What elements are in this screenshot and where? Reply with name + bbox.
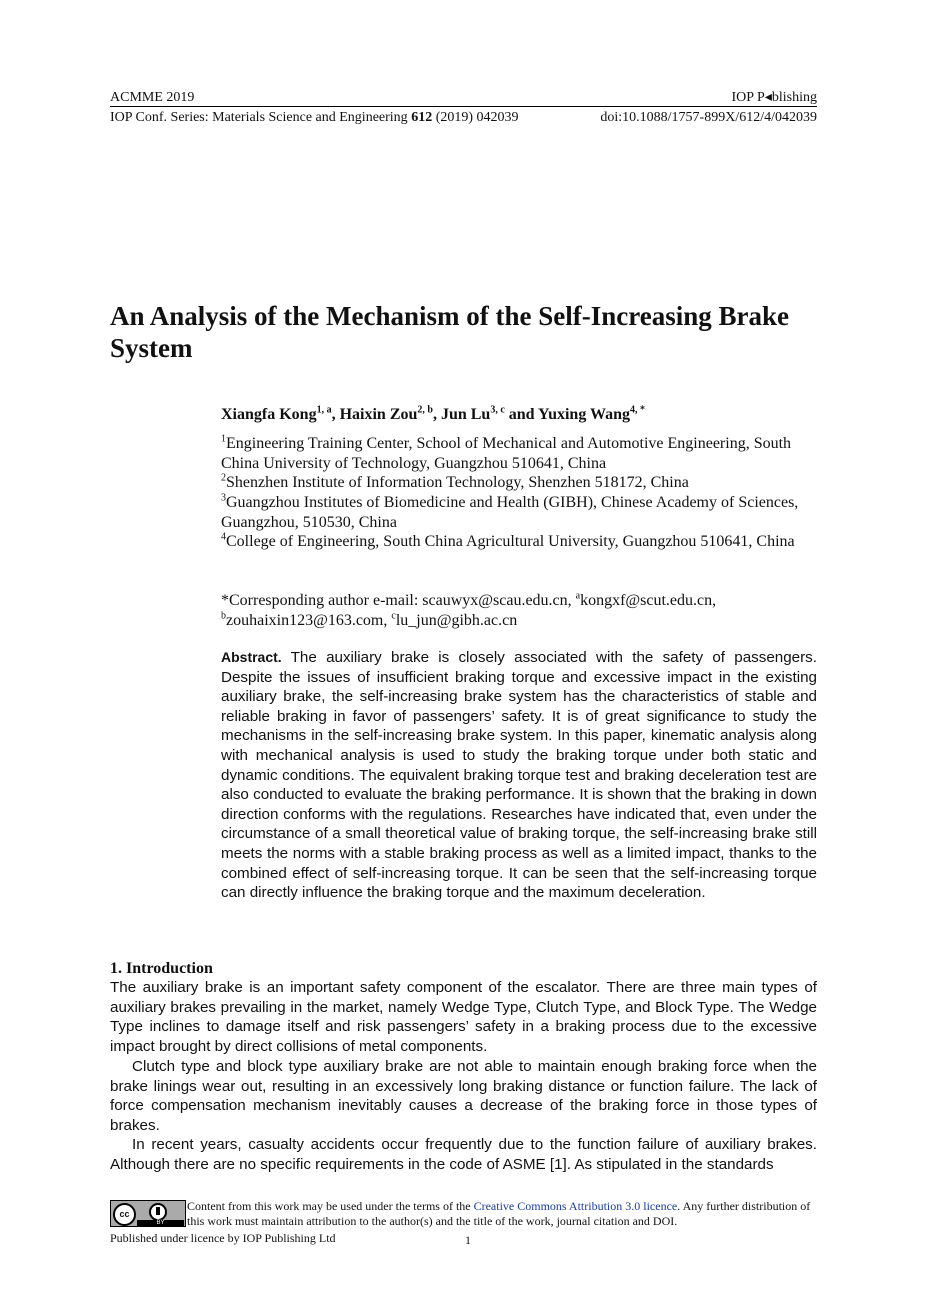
paragraph: The auxiliary brake is an important safety component of the escalator. There are three main types of auxiliary brakes prevailing in the market, namely Wedge Type, Clutch Type, and Block Type. The Wedge Type inclines to damage itself and risk passengers’ safety in a braking process due to the excessive impact brought by direct collisions of metal components. — [110, 979, 817, 1055]
section-heading: 1. Introduction — [110, 960, 213, 977]
cc-icon: cc — [113, 1203, 136, 1226]
year-issue: (2019) 042039 — [435, 110, 519, 125]
author: Yuxing Wang$^{4, *}$ — [537, 404, 646, 423]
by-label: BY — [137, 1220, 184, 1226]
affiliation: $^1$Engineering Training Center, School of Mechanical and Automotive Engineering, South China University of Technology, Guangzhou 510641, China — [221, 433, 792, 472]
abstract-text: The auxiliary brake is closely associated with the safety of passengers. Despite the issues of insufficient braking torque and excessive impact in the existing auxiliary brake, the self-increasing brake system has the characteristics of stable and reliable braking in favor of passengers’ safety. It is of great significance to study the mechanisms in the self-increasing brake system. In this paper, kinematic analysis along with mechanical analysis is used to study the braking torque under both static and dynamic conditions. The equivalent braking torque test and braking deceleration test are also conducted to evaluate the braking performance. It is shown that the braking in down direction conforms with the regulations. Researches have indicated that, even under the circumstance of a small theoretical value of braking torque, the self-increasing brake still meets the norms with a stable braking process as well as a limited impact, thanks to the combined effect of self-increasing torque. It can be seen that the self-increasing torque can directly influence the braking torque and the maximum deceleration. — [221, 649, 817, 902]
affiliation: $^4$College of Engineering, South China Agricultural University, Guangzhou 510641, China — [221, 531, 795, 550]
attribution-icon — [149, 1203, 167, 1221]
license-text: Content from this work may be used under the terms of the Creative Commons Attribution 3.0 licence. Any further distribution of this work must maintain attribution to the author(s) and the title of the work, journal citation and DOI. — [187, 1199, 811, 1228]
conference-name: ACMME 2019 — [110, 90, 195, 105]
published-notice: Published under licence by IOP Publishing Ltd — [110, 1231, 336, 1245]
citation-line — [110, 110, 817, 126]
author-list — [221, 406, 645, 424]
abstract — [221, 648, 817, 903]
paragraph: In recent years, casualty accidents occur frequently due to the function failure of auxiliary brakes. Although there are no specific requirements in the code of ASME [1]. As stipulated in the standards — [110, 1136, 817, 1173]
affiliation: $^2$Shenzhen Institute of Information Technology, Shenzhen 518172, China — [221, 472, 689, 491]
author: Jun Lu$^{3, c}$ and — [440, 404, 538, 423]
doi: doi:10.1088/1757-899X/612/4/042039 — [600, 110, 817, 125]
volume-number: 612 — [411, 110, 433, 125]
page-number: 1 — [465, 1233, 471, 1247]
author: Xiangfa Kong$^{1, a}$, — [221, 404, 340, 423]
running-header — [110, 89, 817, 107]
abstract-label: Abstract. — [221, 649, 282, 665]
author: Haixin Zou$^{2, b}$, — [339, 404, 441, 423]
affiliation: $^3$Guangzhou Institutes of Biomedicine and Health (GIBH), Chinese Academy of Sciences, Guangzhou, 510530, China — [221, 492, 799, 531]
publisher-name: IOP P◂blishing — [731, 90, 817, 105]
paper-title: An Analysis of the Mechanism of the Self-Increasing Brake System — [110, 301, 789, 363]
cc-by-license-icon — [110, 1200, 186, 1227]
corresponding-author: *Corresponding author e-mail: scauwyx@scau.edu.cn, $^a$kongxf@scut.edu.cn, $^b$zouhaixin123@163.com, $^c$lu_jun@gibh.ac.cn — [221, 590, 717, 629]
series-name: IOP Conf. Series: Materials Science and Engineering — [110, 110, 408, 125]
license-link[interactable]: Creative Commons Attribution 3.0 licence — [473, 1199, 678, 1213]
paragraph: Clutch type and block type auxiliary brake are not able to maintain enough braking force when the brake linings wear out, resulting in an excessively long braking distance or function failure. The lack of force compensation mechanism inevitably causes a decrease of the braking force in those types of brakes. — [110, 1058, 817, 1134]
